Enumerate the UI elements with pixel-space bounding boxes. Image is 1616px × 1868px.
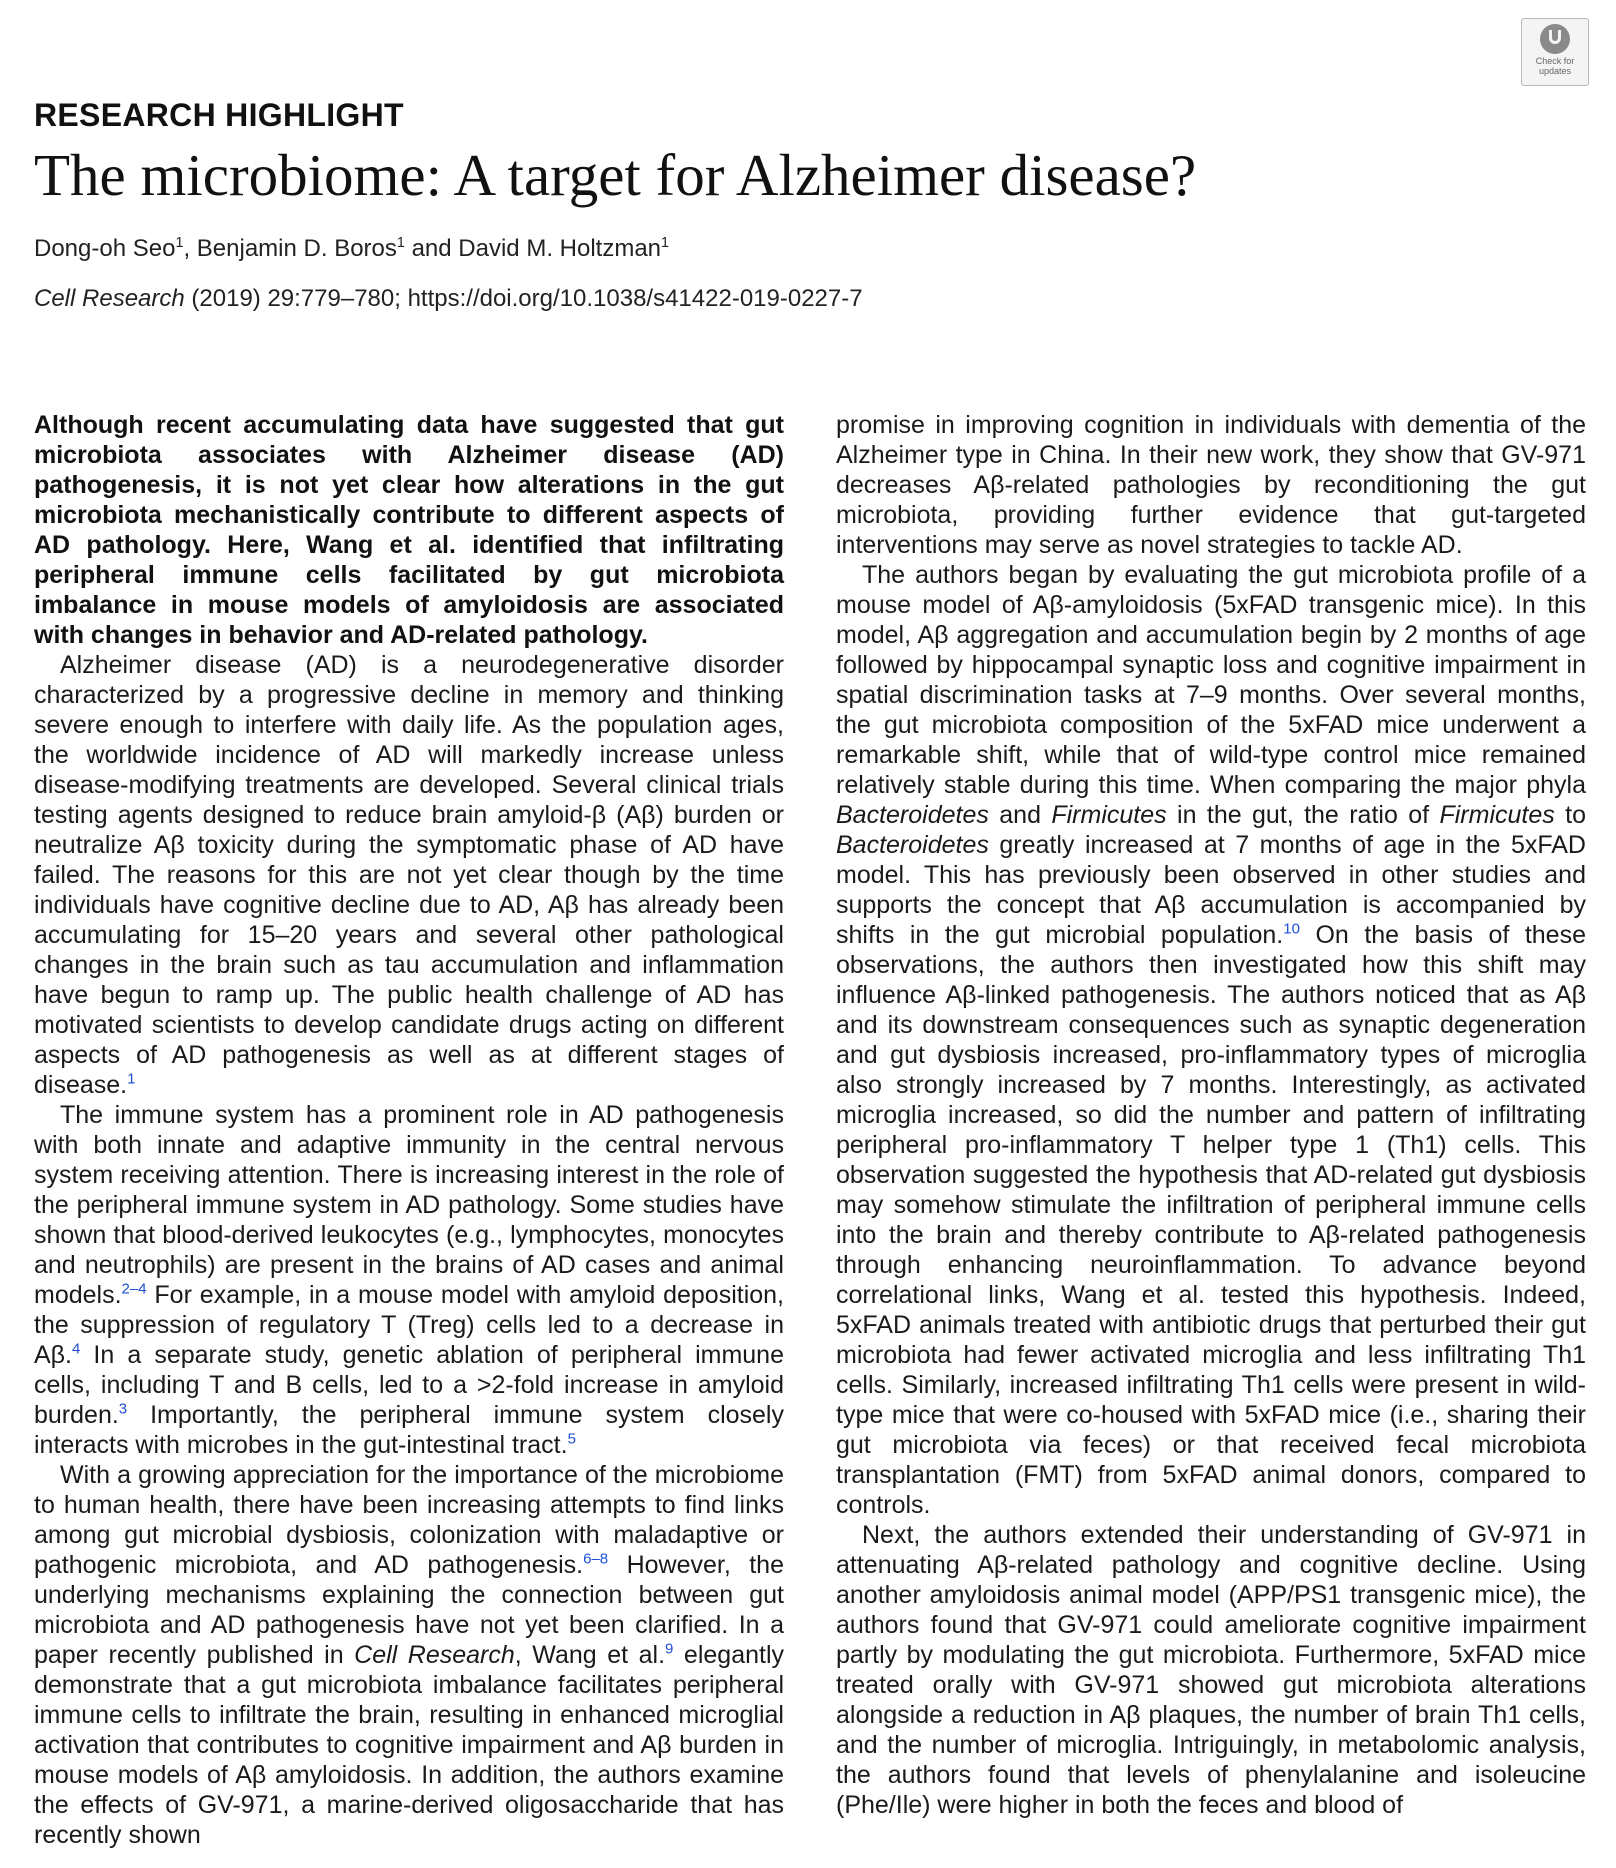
- taxon-name: Firmicutes: [1439, 801, 1555, 829]
- reference-link[interactable]: 2–4: [121, 1280, 147, 1298]
- article-title: The microbiome: A target for Alzheimer disease?: [34, 142, 1197, 208]
- author-name[interactable]: Dong-oh Seo: [34, 235, 176, 262]
- check-for-updates-icon: [1540, 24, 1570, 54]
- affiliation-marker: 1: [396, 235, 405, 251]
- body-paragraph: The authors began by evaluating the gut microbiota profile of a mouse model of Aβ-amyloidosis (5xFAD transgenic mice). In this model, Aβ aggregation and accumulation begin by 2 months of age followed by hippocampal synaptic loss and cognitive impairment in spatial discrimination tasks at 7–9 months. Over several months, the gut microbiota composition of the 5xFAD mice underwent a remarkable shift, while that of wild-type control mice remained relatively stable during this time. When comparing the major phyla Bacteroidetes and Firmicutes in the gut, the ratio of Firmicutes to Bacteroidetes greatly increased at 7 months of age in the 5xFAD model. This has previously been observed in other studies and supports the concept that Aβ accumulation is accompanied by shifts in the gut microbial population.$^{10}$ On the basis of these observations, the authors then investigated how this shift may influence Aβ-linked pathogenesis. The authors noticed that as Aβ and its downstream consequences such as synaptic degeneration and gut dysbiosis increased, pro-inflammatory types of microglia also strongly increased by 7 months. Interestingly, as activated microglia increased, so did the number and pattern of infiltrating peripheral pro-inflammatory T helper type 1 (Th1) cells. This observation suggested the hypothesis that AD-related gut dysbiosis may somehow stimulate the infiltration of peripheral immune cells into the brain and thereby contribute to Aβ-related pathogenesis through enhancing neuroinflammation. To advance beyond correlational links, Wang et al. tested this hypothesis. Indeed, 5xFAD animals treated with antibiotic drugs that perturbed their gut microbiota had fewer activated microglia and less infiltrating Th1 cells. Similarly, increased infiltrating Th1 cells were present in wild-type mice that were co-housed with 5xFAD mice (i.e., sharing their gut microbiota via feces) or that received fecal microbiota transplantation (FMT) from 5xFAD animal donors, compared to controls.: [836, 561, 1586, 1519]
- reference-link[interactable]: 1: [127, 1070, 136, 1088]
- taxon-name: Bacteroidetes: [836, 831, 989, 859]
- abstract: Although recent accumulating data have suggested that gut microbiota associates with Alzheimer disease (AD) pathogenesis, it is not yet clear how alterations in the gut microbiota mechanistically contribute to different aspects of AD pathology. Here, Wang et al. identified that infiltrating peripheral immune cells facilitated by gut microbiota imbalance in mouse models of amyloidosis are associated with changes in behavior and AD-related pathology.: [34, 411, 784, 649]
- body-paragraph: The immune system has a prominent role in AD pathogenesis with both innate and adaptive immunity in the central nervous system receiving attention. There is increasing interest in the role of the peripheral immune system in AD pathology. Some studies have shown that blood-derived leukocytes (e.g., lymphocytes, monocytes and neutrophils) are present in the brains of AD cases and animal models.$^{2-4}$ For example, in a mouse model with amyloid deposition, the suppression of regulatory T (Treg) cells led to a decrease in Aβ.$^4$ In a separate study, genetic ablation of peripheral immune cells, including T and B cells, led to a >2-fold increase in amyloid burden.$^3$ Importantly, the peripheral immune system closely interacts with microbes in the gut-intestinal tract.$^5$: [34, 1101, 784, 1459]
- author-separator: ,: [183, 235, 197, 262]
- journal-name: Cell Research: [354, 1641, 515, 1669]
- reference-link[interactable]: 9: [665, 1640, 674, 1658]
- body-paragraph: Next, the authors extended their understanding of GV-971 in attenuating Aβ-related pathology and cognitive decline. Using another amyloidosis animal model (APP/PS1 transgenic mice), the authors found that GV-971 could ameliorate cognitive impairment partly by modulating the gut microbiota. Furthermore, 5xFAD mice treated orally with GV-971 showed gut microbiota alterations alongside a reduction in Aβ plaques, the number of brain Th1 cells, and the number of microglia. Intriguingly, in metabolomic analysis, the authors found that levels of phenylalanine and isoleucine (Phe/Ile) were higher in both the feces and blood of: [836, 1521, 1586, 1819]
- reference-link[interactable]: 3: [118, 1400, 128, 1418]
- reference-link[interactable]: 4: [72, 1340, 81, 1358]
- article-type: RESEARCH HIGHLIGHT: [34, 97, 404, 133]
- affiliation-marker: 1: [661, 235, 670, 251]
- reference-link[interactable]: 5: [567, 1430, 576, 1448]
- body-paragraph: With a growing appreciation for the importance of the microbiome to human health, there have been increasing attempts to find links among gut microbial dysbiosis, colonization with maladaptive or pathogenic microbiota, and AD pathogenesis.$^{6-8}$ However, the underlying mechanisms explaining the connection between gut microbiota and AD pathogenesis have not yet been clarified. In a paper recently published in Cell Research, Wang et al.$^9$ elegantly demonstrate that a gut microbiota imbalance facilitates peripheral immune cells to infiltrate the brain, resulting in enhanced microglial activation that contributes to cognitive impairment and Aβ burden in mouse models of Aβ amyloidosis. In addition, the authors examine the effects of GV-971, a marine-derived oligosaccharide that has recently shown: [34, 1461, 784, 1849]
- taxon-name: Bacteroidetes: [836, 801, 989, 829]
- author-separator: and: [404, 235, 459, 262]
- journal-name: Cell Research: [34, 285, 185, 312]
- body-paragraph: Alzheimer disease (AD) is a neurodegenerative disorder characterized by a progressive decline in memory and thinking severe enough to interfere with daily life. As the population ages, the worldwide incidence of AD will markedly increase unless disease-modifying treatments are developed. Several clinical trials testing agents designed to reduce brain amyloid-β (Aβ) burden or neutralize Aβ toxicity during the symptomatic phase of AD have failed. The reasons for this are not yet clear though by the time individuals have cognitive decline due to AD, Aβ has already been accumulating for 15–20 years and several other pathological changes in the brain such as tau accumulation and inflammation have begun to ramp up. The public health challenge of AD has motivated scientists to develop candidate drugs acting on different aspects of AD pathogenesis as well as at different stages of disease.$^1$: [34, 651, 784, 1099]
- citation-line: [34, 285, 863, 313]
- left-column: [34, 410, 784, 1850]
- badge-label-1: Check for: [1535, 56, 1575, 66]
- check-for-updates-badge[interactable]: [1521, 18, 1589, 86]
- body-paragraph: promise in improving cognition in individuals with dementia of the Alzheimer type in China. In their new work, they show that GV-971 decreases Aβ-related pathologies by reconditioning the gut microbiota, providing further evidence that gut-targeted interventions may serve as novel strategies to tackle AD.: [836, 411, 1586, 559]
- author-list: [34, 235, 669, 263]
- right-column: [836, 410, 1586, 1820]
- doi-link[interactable]: (2019) 29:779–780; https://doi.org/10.1038/s41422-019-0227-7: [184, 285, 863, 312]
- author-name[interactable]: David M. Holtzman: [458, 235, 662, 262]
- badge-label-2: updates: [1538, 66, 1572, 76]
- affiliation-marker: 1: [175, 235, 184, 251]
- author-name[interactable]: Benjamin D. Boros: [196, 235, 397, 262]
- reference-link[interactable]: 6–8: [583, 1550, 609, 1568]
- taxon-name: Firmicutes: [1051, 801, 1167, 829]
- reference-link[interactable]: 10: [1283, 920, 1300, 938]
